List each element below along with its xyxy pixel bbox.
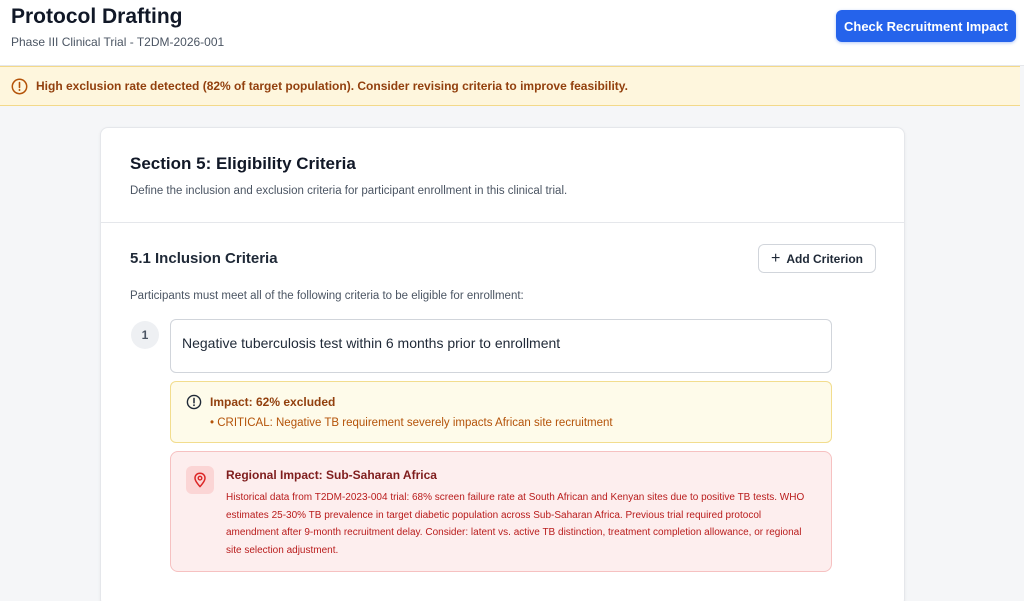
inclusion-criteria-description: Participants must meet all of the following criteria to be eligible for enrollment: xyxy=(130,290,524,302)
alert-circle-icon xyxy=(11,78,28,100)
section-divider xyxy=(101,222,904,223)
criterion-text-field[interactable] xyxy=(170,319,832,373)
criterion-number-badge: 1 xyxy=(131,321,159,349)
page-header xyxy=(0,0,1024,66)
add-criterion-button[interactable] xyxy=(758,244,876,273)
warning-banner-text: High exclusion rate detected (82% of target population). Consider revising criteria to improve feasibility. xyxy=(36,79,628,93)
section-description: Define the inclusion and exclusion criteria for participant enrollment in this clinical trial. xyxy=(130,185,568,197)
criterion-impact-panel xyxy=(170,381,832,443)
criterion-text: Negative tuberculosis test within 6 months prior to enrollment xyxy=(182,335,561,351)
page-title: Protocol Drafting xyxy=(11,5,183,28)
section-title: Section 5: Eligibility Criteria xyxy=(130,154,356,173)
inclusion-criteria-heading: 5.1 Inclusion Criteria xyxy=(130,250,278,267)
eligibility-criteria-card xyxy=(100,127,905,601)
impact-detail: • CRITICAL: Negative TB requirement severely impacts African site recruitment xyxy=(210,417,613,429)
add-criterion-label: Add Criterion xyxy=(786,251,863,266)
regional-impact-panel xyxy=(170,451,832,572)
alert-circle-icon xyxy=(186,394,202,415)
exclusion-warning-banner xyxy=(0,66,1020,106)
page-subtitle: Phase III Clinical Trial - T2DM-2026-001 xyxy=(11,35,225,49)
regional-impact-body: Historical data from T2DM-2023-004 trial: 68% screen failure rate at South African and Kenyan sites due to positive TB tests. WHO estimates 25-30% TB prevalence in target diabetic population across Sub-Saharan Africa. Previous trial required protocol amendment after 9-month recruitment delay. Consider: latent vs. active TB distinction, treatment completion allowance, or regional site selection adjustment. xyxy=(226,492,805,556)
plus-icon: + xyxy=(770,249,781,267)
map-pin-icon xyxy=(186,466,214,494)
regional-impact-title: Regional Impact: Sub-Saharan Africa xyxy=(226,468,437,482)
check-recruitment-impact-button[interactable]: Check Recruitment Impact xyxy=(836,10,1016,42)
impact-title: Impact: 62% excluded xyxy=(210,395,336,409)
